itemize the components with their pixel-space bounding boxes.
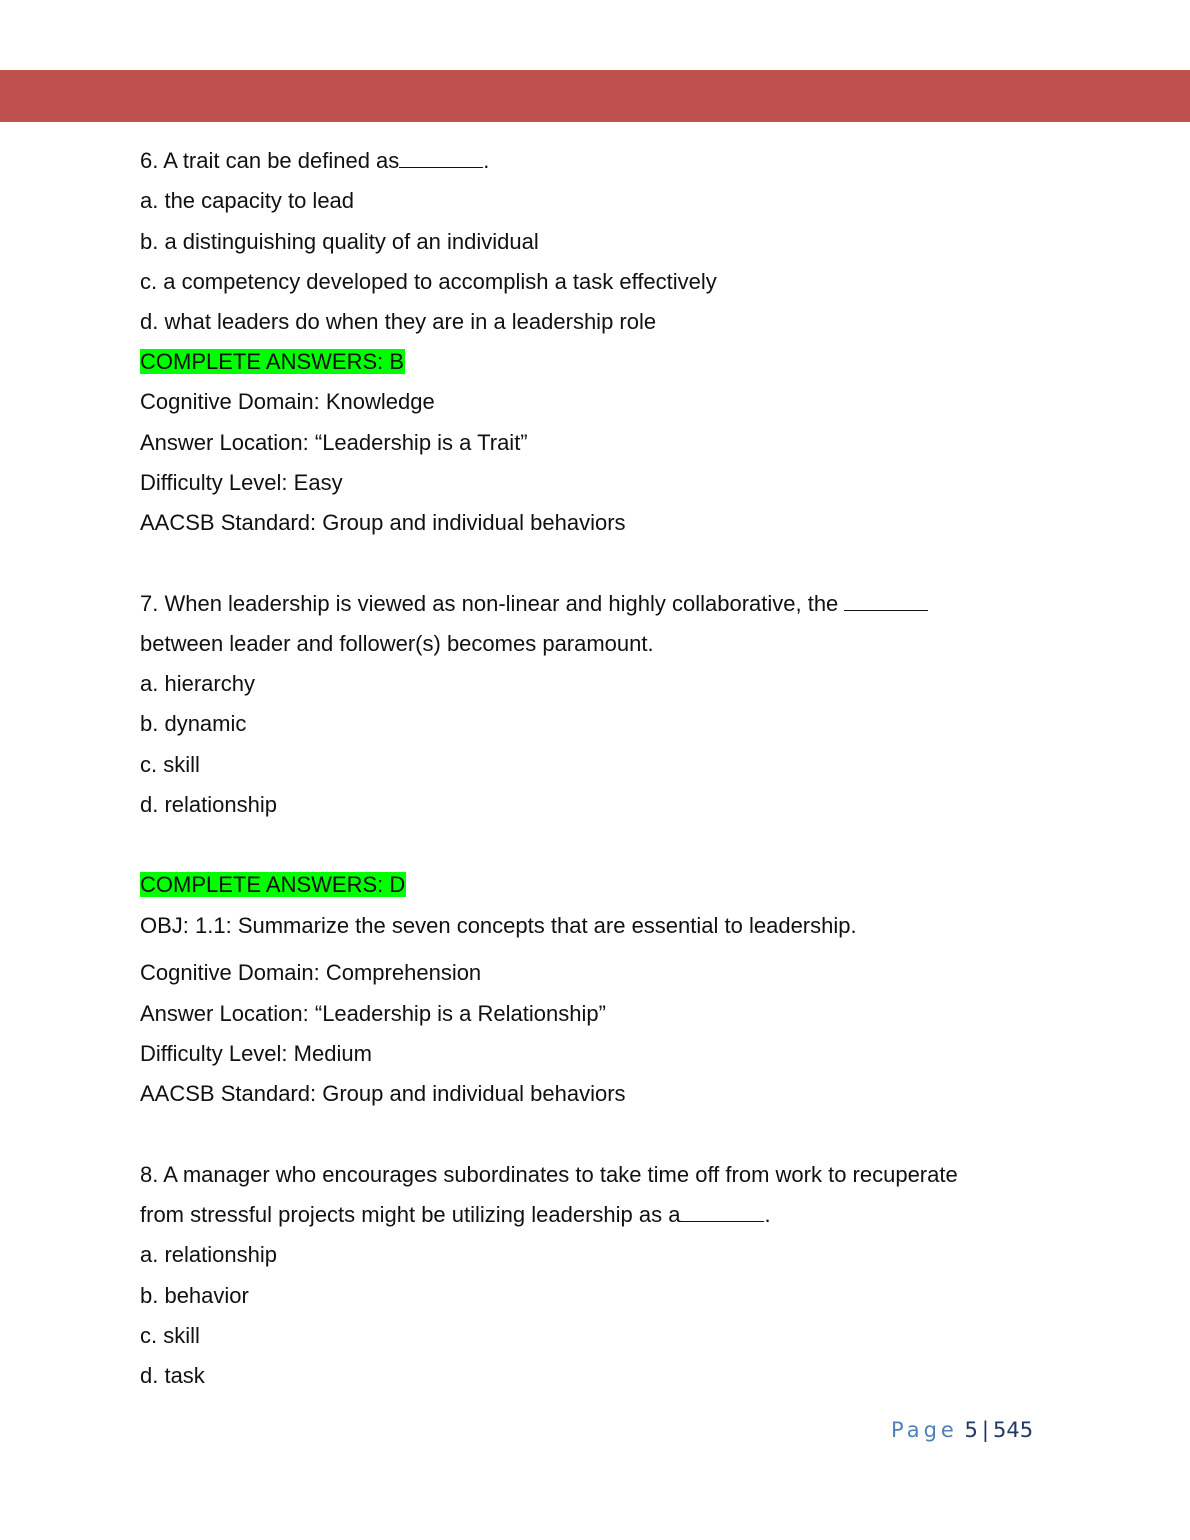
question-7-stem-line1	[140, 591, 928, 617]
question-8-option-c: c. skill	[140, 1323, 200, 1348]
page-separator: |	[981, 1418, 989, 1442]
question-6-cognitive-domain: Cognitive Domain: Knowledge	[140, 389, 435, 414]
question-7-aacsb: AACSB Standard: Group and individual behaviors	[140, 1081, 626, 1106]
question-6-option-c: c. a competency developed to accomplish a task effectively	[140, 269, 717, 294]
question-7-cognitive-domain: Cognitive Domain: Comprehension	[140, 960, 482, 985]
answer-blank	[680, 1203, 764, 1222]
question-6-answer-location: Answer Location: “Leadership is a Trait”	[140, 430, 528, 455]
question-8-option-b: b. behavior	[140, 1283, 249, 1308]
question-8-stem-end: .	[764, 1202, 771, 1227]
question-7-stem-line2: between leader and follower(s) becomes paramount.	[140, 631, 654, 656]
page-total: 545	[992, 1418, 1034, 1442]
answer-highlight: COMPLETE ANSWERS: B	[140, 349, 405, 374]
question-8-stem-line1: 8. A manager who encourages subordinates to take time off from work to recuperate	[140, 1162, 958, 1187]
page-number: 5	[964, 1418, 978, 1442]
question-7-option-b: b. dynamic	[140, 711, 247, 736]
question-7-answer-location: Answer Location: “Leadership is a Relationship”	[140, 1001, 606, 1026]
question-6-stem-end: .	[483, 148, 490, 173]
question-8-option-d: d. task	[140, 1363, 205, 1388]
question-6-option-b: b. a distinguishing quality of an individual	[140, 229, 539, 254]
page-label: Page	[891, 1418, 958, 1442]
answer-highlight: COMPLETE ANSWERS: D	[140, 872, 406, 897]
question-6-option-a: a. the capacity to lead	[140, 188, 355, 213]
question-6-option-d: d. what leaders do when they are in a leadership role	[140, 309, 657, 334]
question-6-difficulty: Difficulty Level: Easy	[140, 470, 343, 495]
answer-blank	[844, 592, 928, 611]
question-6-stem-text: 6. A trait can be defined as	[140, 148, 400, 173]
question-6-answer	[140, 349, 405, 375]
answer-blank	[399, 149, 483, 168]
question-8-stem-text: from stressful projects might be utilizing leadership as a	[140, 1202, 681, 1227]
question-6-stem	[140, 148, 489, 174]
question-7-objective: OBJ: 1.1: Summarize the seven concepts that are essential to leadership.	[140, 913, 857, 938]
question-7-option-c: c. skill	[140, 752, 200, 777]
page-footer	[891, 1417, 1033, 1443]
question-8-option-a: a. relationship	[140, 1242, 277, 1267]
header-band	[0, 70, 1190, 122]
question-7-stem-text: 7. When leadership is viewed as non-linear and highly collaborative, the	[140, 591, 845, 616]
question-7-answer	[140, 872, 406, 898]
question-7-option-a: a. hierarchy	[140, 671, 255, 696]
question-6-aacsb: AACSB Standard: Group and individual behaviors	[140, 510, 626, 535]
question-8-stem-line2	[140, 1202, 771, 1228]
question-7-difficulty: Difficulty Level: Medium	[140, 1041, 372, 1066]
question-7-option-d: d. relationship	[140, 792, 277, 817]
